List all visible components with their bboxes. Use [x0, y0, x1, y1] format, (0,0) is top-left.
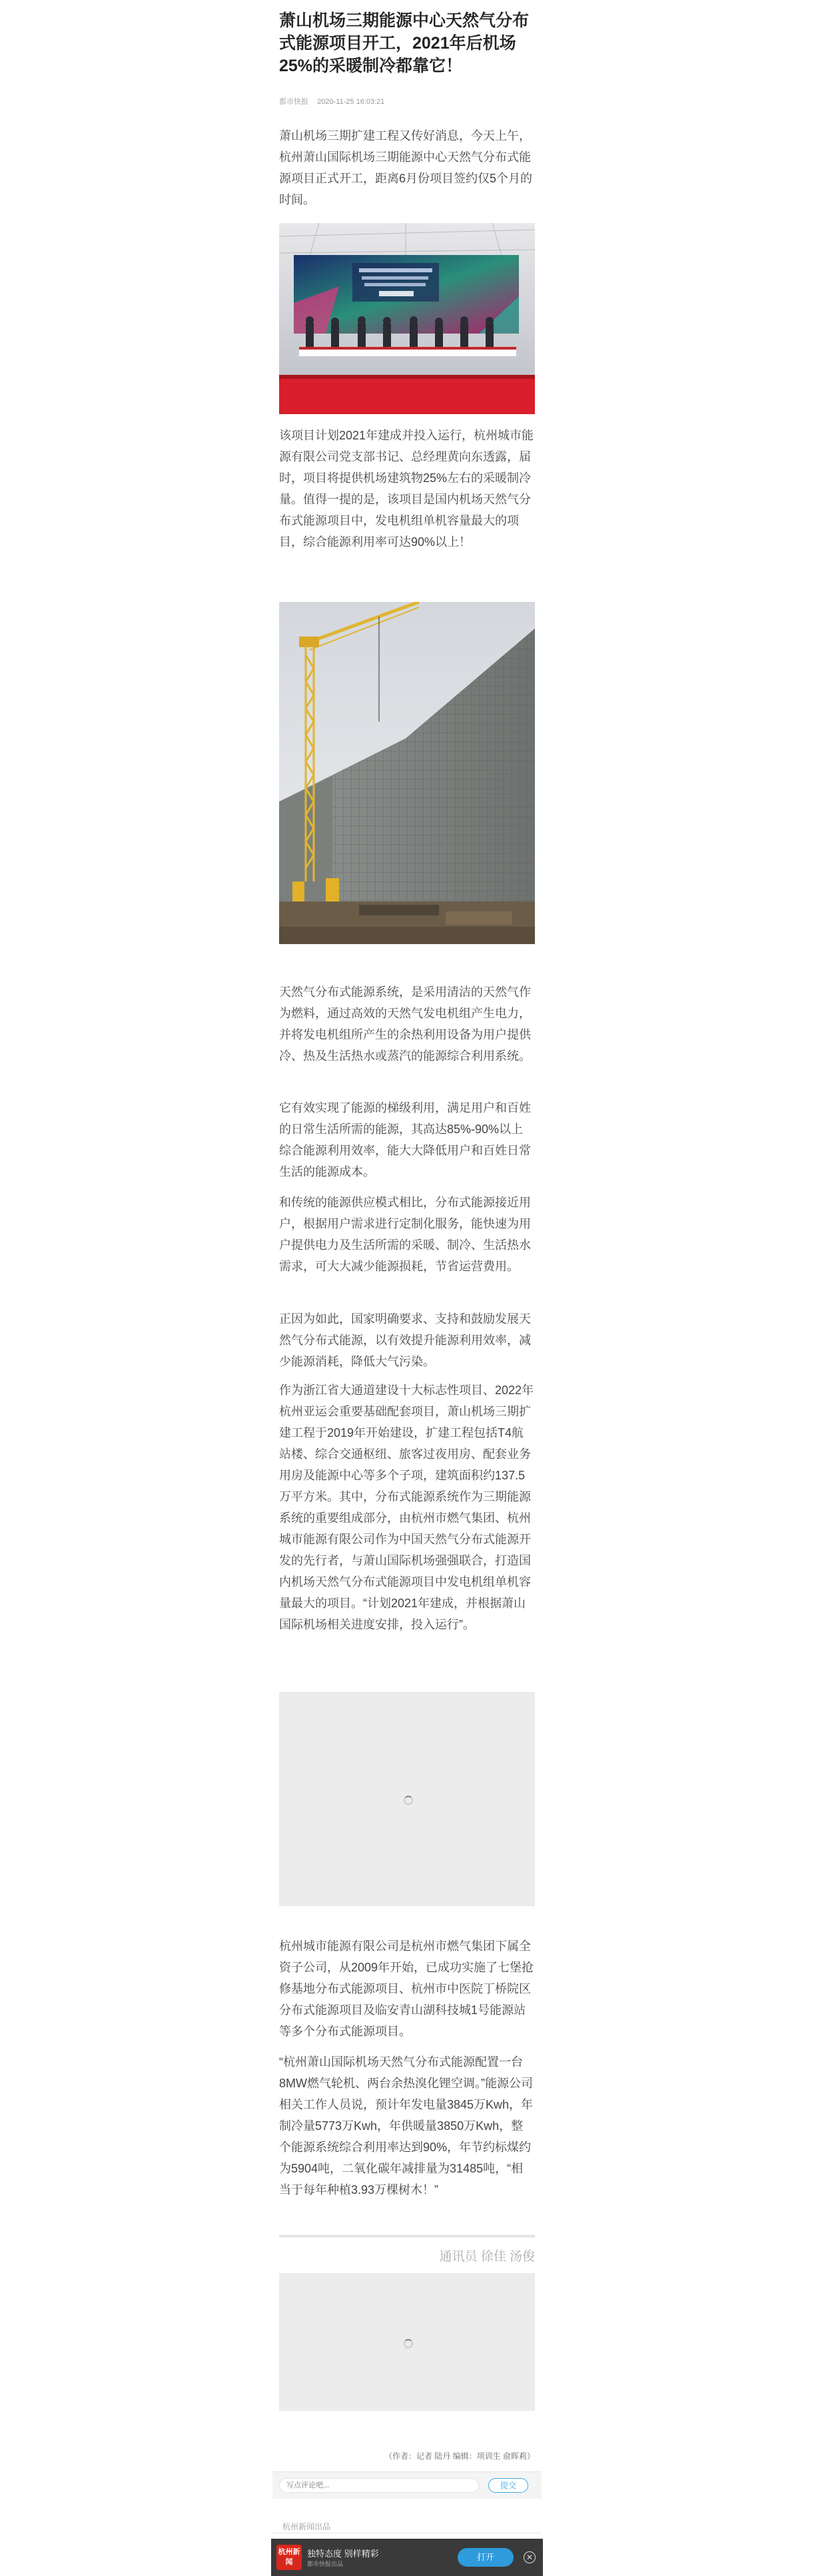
construction-photo	[279, 602, 535, 944]
article-paragraph: 该项目计划2021年建成并投入运行，杭州城市能源有限公司党支部书记、总经理黄向东透露，届时，项目将提供机场建筑物25%左右的采暖制冷量。值得一提的是，该项目是国内机场天然气分布式能源项目中，发电机组单机容量最大的项目，综合能源利用率可达90%以上！	[279, 429, 534, 549]
close-icon[interactable]: ✕	[524, 2551, 536, 2563]
divider	[279, 2235, 535, 2237]
byline: 通讯员 徐佳 汤俊	[439, 2250, 535, 2264]
media-placeholder[interactable]	[279, 2273, 535, 2411]
article-paragraph: 它有效实现了能源的梯级利用，满足用户和百姓的日常生活所需的能源，其高达85%-90%以上综合能源利用效率，能大大降低用户和百姓日常生活的能源成本。	[279, 1101, 531, 1178]
loading-spinner-icon	[404, 1796, 413, 1805]
article-paragraph: 萧山机场三期扩建工程又传好消息，今天上午，杭州萧山国际机场三期能源中心天然气分布式能源项目正式开工，距离6月份项目签约仅5个月的时间。	[279, 129, 533, 206]
app-subtitle: 都市快报出品	[307, 2561, 344, 2567]
app-download-banner[interactable]	[271, 2539, 543, 2576]
submit-comment-button[interactable]: 提交	[488, 2478, 528, 2493]
article-paragraph: 和传统的能源供应模式相比，分布式能源接近用户，根据用户需求进行定制化服务，能快速为用户提供电力及生活所需的采暖、制冷、生活热水需求，可大大减少能源损耗，节省运营费用。	[279, 1196, 531, 1273]
article-paragraph: 作为浙江省大通道建设十大标志性项目、2022年杭州亚运会重要基础配套项目，萧山机场三期扩建工程于2019年开始建设，扩建工程包括T4航站楼、综合交通枢纽、旅客过夜用房、配套业务用房及能源中心等多个子项，建筑面积约137.5万平方米。其中，分布式能源系统作为三期能源系统的重要组成部分，由杭州市燃气集团、杭州城市能源有限公司作为中国天然气分布式能源开发的先行者，与萧山国际机场强强联合，打造国内机场天然气分布式能源项目中发电机组单机容量最大的项目。“计划2021年建成，并根据萧山国际机场相关进度安排，投入运行”。	[279, 1384, 534, 1631]
article-meta	[279, 96, 535, 107]
article-title: 萧山机场三期能源中心天然气分布式能源项目开工，2021年后机场25%的采暖制冷都靠它！	[279, 11, 530, 75]
ceremony-photo	[279, 223, 535, 414]
author-credits: （作者：记者 陆丹 编辑：项训生 俞晖莉）	[384, 2451, 535, 2461]
source-label: 杭州新闻出品	[282, 2522, 331, 2531]
article-paragraph: 正因为如此，国家明确要求、支持和鼓励发展天然气分布式能源，以有效提升能源利用效率，减少能源消耗，降低大气污染。	[279, 1312, 531, 1368]
article-paragraph: “杭州萧山国际机场天然气分布式能源配置一台8MW燃气轮机、两台余热溴化锂空调。”能源公司相关工作人员说，预计年发电量3845万Kwh，年制冷量5773万Kwh，年供暖量3850万Kwh，整个能源系统综合利用率达到90%，年节约标煤约为5904吨，二氧化碳年减排量为31485吨，“相当于每年种植3.93万棵树木！”	[279, 2055, 534, 2196]
comment-input[interactable]	[279, 2478, 479, 2493]
open-app-button[interactable]: 打开	[458, 2548, 514, 2567]
article-paragraph: 天然气分布式能源系统，是采用清洁的天然气作为燃料，通过高效的天然气发电机组产生电力，并将发电机组所产生的余热利用设备为用户提供冷、热及生活热水或蒸汽的能源综合利用系统。	[279, 985, 531, 1063]
media-placeholder[interactable]	[279, 1692, 535, 1906]
app-slogan: 独特态度 别样精彩	[307, 2549, 379, 2559]
article-source[interactable]: 都市快报	[279, 98, 308, 106]
loading-spinner-icon	[404, 2339, 413, 2348]
article-paragraph: 杭州城市能源有限公司是杭州市燃气集团下属全资子公司，从2009年开始，已成功实施了七堡抢修基地分布式能源项目、杭州市中医院丁桥院区分布式能源项目及临安青山湖科技城1号能源站等多个分布式能源项目。	[279, 1939, 534, 2038]
article-date: 2020-11-25 16:03:21	[317, 98, 385, 106]
app-logo: 杭州新闻	[276, 2545, 302, 2570]
comment-bar	[272, 2471, 542, 2499]
